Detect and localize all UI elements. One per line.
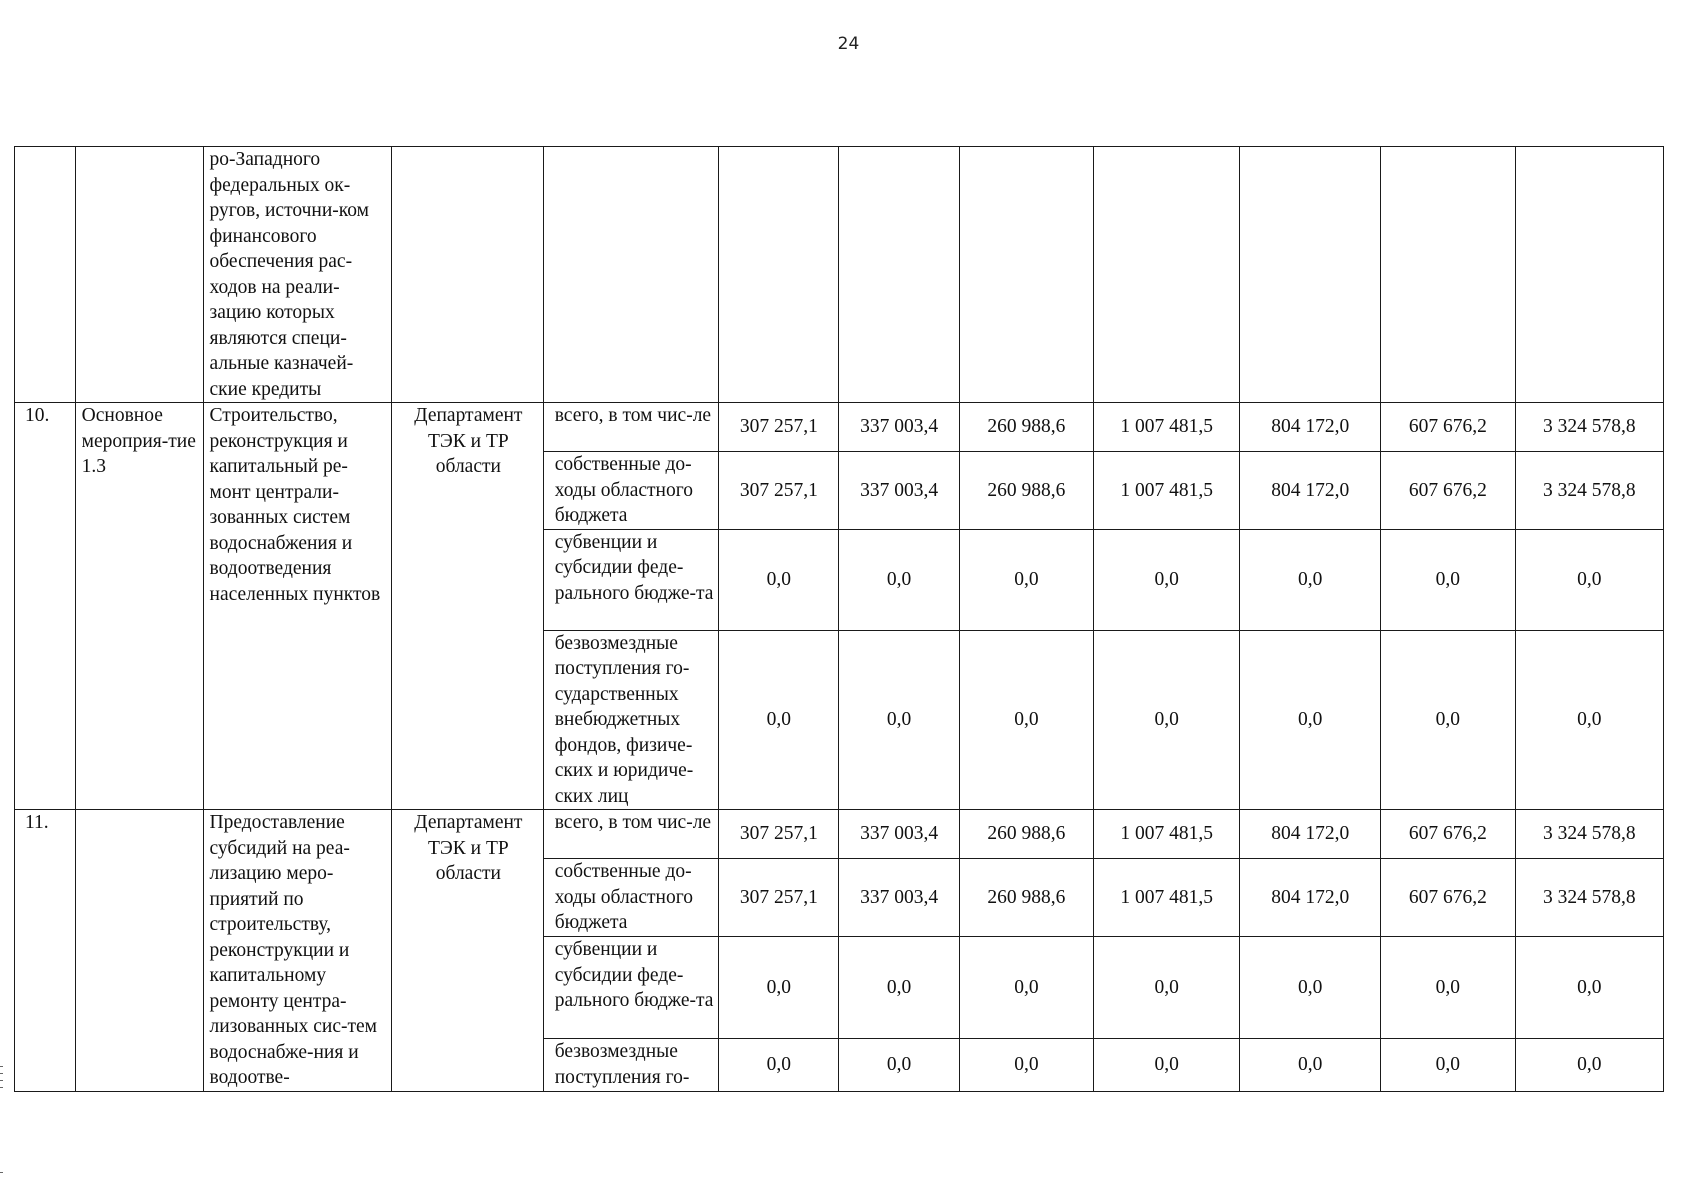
value-cell: 0,0 [1381, 630, 1515, 810]
value-cell: 260 988,6 [959, 810, 1093, 859]
value-cell: 0,0 [719, 630, 839, 810]
source-label: безвозмездные поступления го-сударственных внебюджетных фондов, физиче-ских и юридиче-ских лиц [543, 630, 719, 810]
value-cell: 0,0 [959, 1039, 1093, 1091]
cell-empty [392, 147, 544, 403]
source-label: всего, в том чис-ле [543, 810, 719, 859]
source-label: собственные до-ходы областного бюджета [543, 859, 719, 937]
value-cell: 0,0 [719, 529, 839, 630]
source-label: всего, в том чис-ле [543, 403, 719, 452]
value-cell: 337 003,4 [839, 403, 959, 452]
scan-mark [0, 1080, 3, 1081]
value-cell: 0,0 [1094, 529, 1240, 630]
value-cell: 337 003,4 [839, 859, 959, 937]
value-cell: 3 324 578,8 [1515, 403, 1664, 452]
value-cell: 0,0 [719, 1039, 839, 1091]
value-cell: 607 676,2 [1381, 403, 1515, 452]
value-cell: 0,0 [1094, 937, 1240, 1039]
value-cell: 0,0 [1381, 529, 1515, 630]
value-cell: 260 988,6 [959, 859, 1093, 937]
page-number: 24 [837, 34, 860, 54]
row-number: 11. [15, 810, 76, 1092]
value-cell: 260 988,6 [959, 452, 1093, 530]
value-cell: 0,0 [1240, 937, 1381, 1039]
value-cell: 0,0 [839, 1039, 959, 1091]
scan-mark [0, 1073, 3, 1074]
cell-empty [1240, 147, 1381, 403]
row-description: ро-Западного федеральных ок-ругов, источни-ком финансового обеспечения рас-ходов на реали-зацию которых являются специ-альные казначей-ские кредиты [203, 147, 392, 403]
value-cell: 260 988,6 [959, 403, 1093, 452]
row-description: Строительство, реконструкция и капитальный ре-монт централи-зованных систем водоснабжения и водоотведения населенных пунктов [203, 403, 392, 810]
value-cell: 3 324 578,8 [1515, 859, 1664, 937]
cell-empty [839, 147, 959, 403]
row-number: 10. [15, 403, 76, 810]
cell-empty [1515, 147, 1664, 403]
value-cell: 0,0 [959, 937, 1093, 1039]
value-cell: 0,0 [1381, 937, 1515, 1039]
value-cell: 804 172,0 [1240, 403, 1381, 452]
row-description: Предоставление субсидий на реа-лизацию меро-приятий по строительству, реконструкции и капитальному ремонту центра-лизованных сис-тем водоснабже-ния и водоотве- [203, 810, 392, 1092]
value-cell: 3 324 578,8 [1515, 452, 1664, 530]
cell-empty [15, 147, 76, 403]
source-label: субвенции и субсидии феде-рального бюдже-та [543, 937, 719, 1039]
value-cell: 0,0 [1515, 937, 1664, 1039]
value-cell: 3 324 578,8 [1515, 810, 1664, 859]
row-status: Основное мероприя-тие 1.3 [75, 403, 203, 810]
value-cell: 337 003,4 [839, 810, 959, 859]
table-row-continuation [15, 147, 1664, 403]
value-cell: 0,0 [959, 630, 1093, 810]
source-label: субвенции и субсидии феде-рального бюдже-та [543, 529, 719, 630]
value-cell: 307 257,1 [719, 403, 839, 452]
table-row [15, 403, 1664, 452]
row-status [75, 810, 203, 1092]
value-cell: 0,0 [1094, 1039, 1240, 1091]
value-cell: 804 172,0 [1240, 859, 1381, 937]
table-row [15, 810, 1664, 859]
value-cell: 0,0 [1515, 1039, 1664, 1091]
value-cell: 0,0 [839, 630, 959, 810]
value-cell: 307 257,1 [719, 859, 839, 937]
value-cell: 1 007 481,5 [1094, 452, 1240, 530]
value-cell: 804 172,0 [1240, 810, 1381, 859]
value-cell: 0,0 [1094, 630, 1240, 810]
value-cell: 1 007 481,5 [1094, 403, 1240, 452]
scan-mark [0, 1172, 3, 1173]
cell-empty [75, 147, 203, 403]
scan-mark [0, 1066, 3, 1067]
cell-empty [1094, 147, 1240, 403]
value-cell: 1 007 481,5 [1094, 810, 1240, 859]
cell-empty [543, 147, 719, 403]
value-cell: 307 257,1 [719, 452, 839, 530]
cell-empty [959, 147, 1093, 403]
value-cell: 804 172,0 [1240, 452, 1381, 530]
value-cell: 0,0 [1515, 630, 1664, 810]
scan-mark [0, 1087, 3, 1088]
value-cell: 337 003,4 [839, 452, 959, 530]
budget-table [14, 146, 1664, 1092]
value-cell: 0,0 [1240, 630, 1381, 810]
value-cell: 0,0 [839, 937, 959, 1039]
source-label: безвозмездные поступления го- [543, 1039, 719, 1091]
source-label: собственные до-ходы областного бюджета [543, 452, 719, 530]
value-cell: 0,0 [839, 529, 959, 630]
row-executor: Департамент ТЭК и ТР области [392, 403, 544, 810]
value-cell: 0,0 [959, 529, 1093, 630]
value-cell: 0,0 [1381, 1039, 1515, 1091]
value-cell: 0,0 [1240, 1039, 1381, 1091]
value-cell: 607 676,2 [1381, 452, 1515, 530]
value-cell: 307 257,1 [719, 810, 839, 859]
value-cell: 1 007 481,5 [1094, 859, 1240, 937]
value-cell: 0,0 [1515, 529, 1664, 630]
row-executor: Департамент ТЭК и ТР области [392, 810, 544, 1092]
value-cell: 607 676,2 [1381, 859, 1515, 937]
cell-empty [1381, 147, 1515, 403]
value-cell: 0,0 [719, 937, 839, 1039]
value-cell: 607 676,2 [1381, 810, 1515, 859]
cell-empty [719, 147, 839, 403]
value-cell: 0,0 [1240, 529, 1381, 630]
